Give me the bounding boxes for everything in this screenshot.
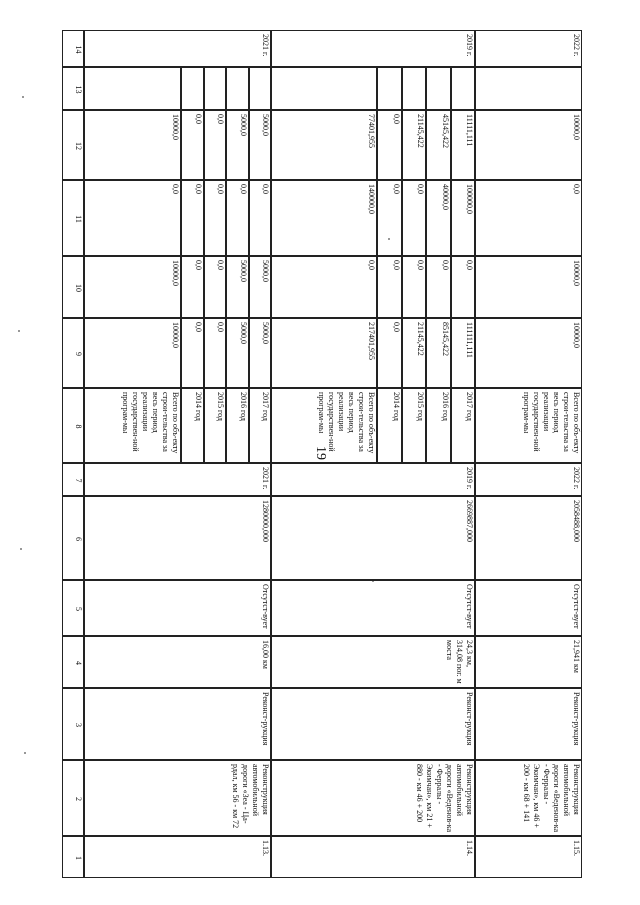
project-2-value-col10 (402, 256, 426, 318)
project-2-value-col11-text: 0,0 (392, 184, 401, 194)
project-1-year-label (181, 388, 204, 463)
project-3-col5 (475, 580, 582, 636)
project-2-value-col9-text: 111111,111 (465, 322, 474, 358)
project-2-value-col9-text: 0,0 (392, 322, 401, 332)
project-1-capacity (84, 636, 271, 688)
project-1-total-label (84, 388, 181, 463)
project-1-type-text: Реконст-рукция (261, 692, 270, 746)
project-3-value-col9-text: 10000,0 (572, 322, 581, 348)
column-header-4-text: 4 (74, 661, 83, 665)
project-2-value-col10-text: 0,0 (367, 260, 376, 270)
column-header-7 (62, 463, 84, 496)
scan-speck (20, 548, 22, 550)
project-1-value-col11 (204, 180, 226, 256)
column-header-1-text: 1 (74, 856, 83, 860)
project-1-cost (84, 496, 271, 580)
project-1-value-col9-text: 0,0 (194, 322, 203, 332)
project-3-col14-text: 2022 г. (572, 34, 581, 57)
project-2-value-col10 (377, 256, 402, 318)
project-2-num (271, 836, 475, 878)
scan-speck (22, 96, 24, 98)
project-2-num-text: 1.14. (465, 840, 474, 856)
project-2-value-col12 (402, 110, 426, 180)
project-2-value-col9 (426, 318, 451, 388)
project-1-value-col9 (226, 318, 249, 388)
column-header-3-text: 3 (74, 723, 83, 727)
project-2-year-label (451, 388, 475, 463)
project-1-value-col10-text: 10000,0 (171, 260, 180, 286)
project-1-col13 (226, 67, 249, 110)
project-1-year-label-text: 2017 год (261, 392, 270, 421)
project-2-value-col10 (271, 256, 377, 318)
project-1-col13 (181, 67, 204, 110)
project-2-value-col12-text: 11111,111 (465, 114, 474, 147)
project-1-value-col10 (84, 256, 181, 318)
project-1-name (84, 760, 271, 836)
column-header-8-text: 8 (74, 424, 83, 429)
column-header-5-text: 5 (74, 607, 83, 611)
project-2-col13 (271, 67, 377, 110)
project-2-value-col11 (402, 180, 426, 256)
project-2-value-col11-text: 40000,0 (441, 184, 450, 210)
project-3-col5-text: Отсутст-вует (572, 584, 581, 629)
project-1-year-label-text: 2016 год (239, 392, 248, 421)
project-2-name (271, 760, 475, 836)
project-1-value-col9 (204, 318, 226, 388)
project-1-year-label-text: 2014 год (194, 392, 203, 421)
column-header-3 (62, 688, 84, 760)
column-header-6-text: 6 (74, 537, 83, 541)
project-3-total-label (475, 388, 582, 463)
project-1-capacity-text: 16,00 км (261, 640, 270, 669)
project-1-col13 (204, 67, 226, 110)
project-2-year-label-text: 2017 год (465, 392, 474, 421)
project-2-col13 (451, 67, 475, 110)
project-1-col14-text: 2021 г. (261, 34, 270, 57)
project-1-num (84, 836, 271, 878)
project-1-col5 (84, 580, 271, 636)
project-3-year-text: 2022 г. (572, 467, 581, 490)
project-1-value-col12 (84, 110, 181, 180)
project-2-value-col11 (377, 180, 402, 256)
project-2-value-col12-text: 77401,955 (367, 114, 376, 148)
project-1-total-label-text: Всего по объ-екту строи-тельства за весь период реализации государствен-ной програм-мы (121, 392, 180, 454)
project-2-col5 (271, 580, 475, 636)
project-1-year-label-text: 2015 год (216, 392, 225, 421)
project-2-year (271, 463, 475, 496)
project-2-value-col11-text: 140000,0 (367, 184, 376, 214)
project-1-num-text: 1.13. (261, 840, 270, 856)
project-1-value-col11 (249, 180, 271, 256)
project-2-year-label-text: 2016 год (441, 392, 450, 421)
project-3-value-col12 (475, 110, 582, 180)
column-header-6 (62, 496, 84, 580)
project-1-col13 (84, 67, 181, 110)
project-2-value-col10-text: 0,0 (392, 260, 401, 270)
project-1-value-col12-text: 0,0 (194, 114, 203, 124)
column-header-13-text: 13 (74, 85, 83, 94)
project-2-year-text: 2019 г. (465, 467, 474, 490)
project-2-value-col10 (451, 256, 475, 318)
project-1-value-col11 (84, 180, 181, 256)
project-2-value-col10-text: 0,0 (465, 260, 474, 270)
column-header-10-text: 10 (74, 284, 83, 292)
project-2-value-col10 (426, 256, 451, 318)
project-1-value-col11-text: 0,0 (171, 184, 180, 194)
project-1-value-col10-text: 0,0 (194, 260, 203, 270)
project-2-value-col9 (402, 318, 426, 388)
column-header-7-text: 7 (74, 478, 83, 483)
project-2-value-col11-text: 100000,0 (465, 184, 474, 214)
project-2-total-label-text: Всего по объ-екту строи-тельства за весь период реализации государствен-ной програм-мы (317, 392, 376, 454)
project-3-cost (475, 496, 582, 580)
project-2-year-label-text: 2015 год (416, 392, 425, 421)
project-2-value-col12-text: 0,0 (392, 114, 401, 124)
project-1-value-col12-text: 5000,0 (239, 114, 248, 136)
column-header-12-text: 12 (74, 142, 83, 150)
project-3-total-label-text: Всего по объ-екту строи-тельства за весь период реализации государствен-ной програм-мы (522, 392, 581, 454)
project-1-value-col9 (181, 318, 204, 388)
project-1-value-col10 (226, 256, 249, 318)
project-3-value-col9 (475, 318, 582, 388)
project-1-value-col9 (249, 318, 271, 388)
scan-speck (24, 752, 26, 754)
project-3-cost-text: 2058488,000 (572, 500, 581, 542)
project-1-type (84, 688, 271, 760)
column-header-14-text: 14 (74, 45, 83, 54)
project-2-value-col12-text: 45145,422 (441, 114, 450, 148)
project-1-year-text: 2021 г. (261, 467, 270, 490)
project-2-value-col12 (271, 110, 377, 180)
column-header-9 (62, 318, 84, 388)
project-1-value-col10 (249, 256, 271, 318)
project-2-value-col12 (451, 110, 475, 180)
project-2-value-col9 (377, 318, 402, 388)
project-1-value-col10-text: 0,0 (216, 260, 225, 270)
project-1-value-col10 (204, 256, 226, 318)
project-3-name (475, 760, 582, 836)
project-2-value-col11 (426, 180, 451, 256)
project-3-col14 (475, 30, 582, 67)
project-2-capacity-text: 24,3 км, 314,08 пог. м моста (445, 640, 474, 684)
project-2-total-label (271, 388, 377, 463)
project-1-col13 (249, 67, 271, 110)
project-1-value-col11-text: 0,0 (216, 184, 225, 194)
column-header-11 (62, 180, 84, 256)
project-2-col14 (271, 30, 475, 67)
project-2-name-text: Реконструкция автомобильной дороги «Веденов-ка - Ферралы - Экимчан», км 21 + 880 - км 46 + 200 (415, 764, 474, 833)
project-3-value-col10 (475, 256, 582, 318)
project-1-value-col9 (84, 318, 181, 388)
project-3-capacity-text: 21,941 км (572, 640, 581, 673)
project-2-value-col9 (451, 318, 475, 388)
project-2-cost-text: 2669887,000 (465, 500, 474, 542)
column-header-2-text: 2 (74, 797, 83, 801)
project-1-value-col12-text: 5000,0 (261, 114, 270, 136)
project-2-year-label (377, 388, 402, 463)
column-header-14 (62, 30, 84, 67)
project-1-year-label (226, 388, 249, 463)
project-2-type (271, 688, 475, 760)
page-number: 19 (313, 446, 328, 460)
column-header-12 (62, 110, 84, 180)
column-header-2 (62, 760, 84, 836)
project-2-value-col10-text: 0,0 (441, 260, 450, 270)
project-2-capacity (271, 636, 475, 688)
project-1-value-col12-text: 0,0 (216, 114, 225, 124)
project-1-value-col11-text: 0,0 (194, 184, 203, 194)
project-1-value-col11 (226, 180, 249, 256)
project-2-value-col9-text: 85145,422 (441, 322, 450, 356)
project-2-value-col11 (451, 180, 475, 256)
project-2-value-col12 (426, 110, 451, 180)
project-3-value-col11-text: 0,0 (572, 184, 581, 194)
project-3-num (475, 836, 582, 878)
scan-speck (18, 330, 20, 332)
column-header-5 (62, 580, 84, 636)
project-1-year (84, 463, 271, 496)
project-1-value-col9-text: 5000,0 (239, 322, 248, 344)
project-3-type-text: Реконст-рукция (572, 692, 581, 746)
project-3-col13 (475, 67, 582, 110)
project-1-value-col11-text: 0,0 (261, 184, 270, 194)
project-2-col13 (426, 67, 451, 110)
project-1-value-col12-text: 10000,0 (171, 114, 180, 140)
project-2-col13 (377, 67, 402, 110)
column-header-13 (62, 67, 84, 110)
project-3-name-text: Реконструкция автомобильной дороги «Веденов-ка - Ферралы - Экимчан», км 46 + 200 - км 68 + 141 (522, 764, 581, 833)
column-header-10 (62, 256, 84, 318)
column-header-4 (62, 636, 84, 688)
project-2-value-col11 (271, 180, 377, 256)
column-header-9-text: 9 (74, 352, 83, 356)
project-1-col5-text: Отсутст-вует (261, 584, 270, 629)
project-2-value-col11-text: 0,0 (416, 184, 425, 194)
project-1-year-label (204, 388, 226, 463)
project-2-year-label (426, 388, 451, 463)
column-header-11-text: 11 (74, 215, 83, 223)
project-2-value-col12-text: 21145,422 (416, 114, 425, 148)
project-1-year-label (249, 388, 271, 463)
project-1-col14 (84, 30, 271, 67)
project-1-name-text: Реконструкция автомобильной дороги «Зеа - Ца-рдал, км 56 - км 72 (231, 764, 270, 829)
project-1-value-col10-text: 5000,0 (261, 260, 270, 282)
project-3-value-col10-text: 10000,0 (572, 260, 581, 286)
project-2-year-label-text: 2014 год (392, 392, 401, 421)
project-2-value-col12 (377, 110, 402, 180)
project-2-year-label (402, 388, 426, 463)
project-1-value-col12 (181, 110, 204, 180)
project-1-value-col11 (181, 180, 204, 256)
project-2-col5-text: Отсутст-вует (465, 584, 474, 629)
project-3-value-col12-text: 10000,0 (572, 114, 581, 140)
project-2-value-col10-text: 0,0 (416, 260, 425, 270)
project-1-value-col9-text: 0,0 (216, 322, 225, 332)
column-header-8 (62, 388, 84, 463)
project-1-value-col10 (181, 256, 204, 318)
project-3-num-text: 1.15. (572, 840, 581, 856)
project-1-value-col9-text: 10000,0 (171, 322, 180, 348)
column-header-1 (62, 836, 84, 878)
project-1-value-col12 (204, 110, 226, 180)
project-2-value-col9-text: 21145,422 (416, 322, 425, 356)
project-1-value-col12 (226, 110, 249, 180)
project-3-year (475, 463, 582, 496)
project-2-col14-text: 2019 г. (465, 34, 474, 57)
project-2-type-text: Реконст-рукция (465, 692, 474, 746)
project-3-type (475, 688, 582, 760)
project-1-value-col11-text: 0,0 (239, 184, 248, 194)
project-1-value-col9-text: 5000,0 (261, 322, 270, 344)
project-2-value-col9 (271, 318, 377, 388)
project-1-cost-text: 1280000,000 (261, 500, 270, 542)
project-2-col13 (402, 67, 426, 110)
project-1-value-col12 (249, 110, 271, 180)
project-3-value-col11 (475, 180, 582, 256)
project-3-capacity (475, 636, 582, 688)
project-2-cost (271, 496, 475, 580)
project-2-value-col9-text: 217401,955 (367, 322, 376, 360)
project-1-value-col10-text: 5000,0 (239, 260, 248, 282)
